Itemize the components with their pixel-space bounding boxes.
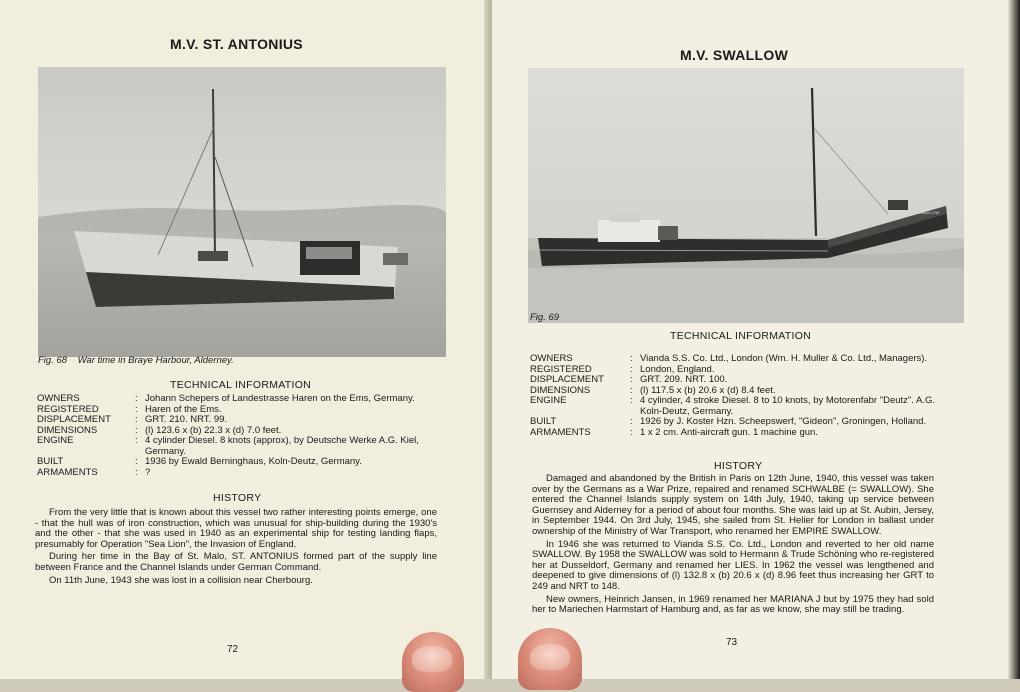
finger-right <box>518 628 582 690</box>
spec-value: 1 x 2 cm. Anti-aircraft gun. 1 machine gun. <box>640 426 818 438</box>
spec-label: DIMENSIONS <box>37 424 98 436</box>
figure-caption <box>38 355 234 366</box>
ship-photo-swallow <box>528 68 964 323</box>
left-page <box>0 0 488 679</box>
spec-label: ENGINE <box>37 435 74 446</box>
ship-image <box>528 68 964 323</box>
spec-value: 1936 by Ewald Berninghaus, Koln-Deutz, Germany. <box>145 456 362 467</box>
spec-label: DISPLACEMENT <box>530 374 604 385</box>
spec-row: DIMENSIONS : (l) 123.6 x (b) 22.3 x (d) 7.0 feet. <box>37 426 437 437</box>
caption-figure-number: Fig. 68 <box>38 355 68 366</box>
spec-table <box>530 354 940 438</box>
spec-row: REGISTERED : London, England. <box>530 365 940 376</box>
history-heading: HISTORY <box>213 492 262 504</box>
spec-label: OWNERS <box>37 393 80 404</box>
fingernail <box>412 646 452 672</box>
history-heading: HISTORY <box>714 460 763 472</box>
spec-row: OWNERS : Vianda S.S. Co. Ltd., London (Wm. H. Muller & Co. Ltd., Managers). <box>530 354 940 365</box>
finger-left <box>402 632 464 692</box>
page-number: 72 <box>227 644 239 655</box>
spec-row: DIMENSIONS : (l) 117.5 x (b) 20.6 x (d) 8.4 feet. <box>530 386 940 397</box>
hull-name-text: SWALLOW <box>919 210 940 215</box>
fingernail <box>530 644 570 670</box>
right-page <box>492 0 1012 679</box>
page-title: M.V. SWALLOW <box>680 47 789 63</box>
spec-label: DISPLACEMENT <box>37 414 111 425</box>
page-number: 73 <box>726 637 738 648</box>
spec-row: ENGINE : 4 cylinder, 4 stroke Diesel. 8 to 10 knots, by Motorenfabr "Deutz". A.G. Koln-Deutz, Germany. <box>530 396 940 417</box>
spec-table <box>37 394 437 478</box>
spec-value: Haren of the Ems. <box>145 403 222 415</box>
spec-value: GRT. 210. NRT. 99. <box>145 414 228 425</box>
page-title: M.V. ST. ANTONIUS <box>170 36 303 52</box>
spec-label: ARMAMENTS <box>530 426 591 438</box>
history-text <box>35 508 437 588</box>
spec-label: REGISTERED <box>530 363 592 375</box>
spec-label: ARMAMENTS <box>37 466 98 478</box>
figure-caption: Fig. 69 <box>530 312 560 323</box>
spec-row: BUILT : 1936 by Ewald Berninghaus, Koln-Deutz, Germany. <box>37 457 437 468</box>
history-paragraph: On 11th June, 1943 she was lost in a collision near Cherbourg. <box>49 574 313 586</box>
spec-value: (l) 117.5 x (b) 20.6 x (d) 8.4 feet. <box>640 384 776 396</box>
spec-label: BUILT <box>37 456 64 467</box>
spec-value: Johann Schepers of Landestrasse Haren on the Ems, Germany. <box>145 393 415 404</box>
spec-label: DIMENSIONS <box>530 384 591 396</box>
history-paragraph: New owners, Heinrich Jansen, in 1969 renamed her MARIANA J but by 1975 they had sold her to Mariechen Harmstart of Hamburg and, as far as we know, she may still be trading. <box>532 593 934 616</box>
spec-row: DISPLACEMENT : GRT. 210. NRT. 99. <box>37 415 437 426</box>
spec-value: Vianda S.S. Co. Ltd., London (Wm. H. Muller & Co. Ltd., Managers). <box>640 353 928 364</box>
spec-row: ENGINE : 4 cylinder Diesel. 8 knots (approx), by Deutsche Werke A.G. Kiel, Germany. <box>37 436 437 457</box>
spec-row: ARMAMENTS : ? <box>37 468 437 479</box>
spec-row: ARMAMENTS : 1 x 2 cm. Anti-aircraft gun. 1 machine gun. <box>530 428 940 439</box>
ship-image <box>38 67 446 357</box>
spec-value: 4 cylinder Diesel. 8 knots (approx), by Deutsche Werke A.G. Kiel, Germany. <box>145 435 419 457</box>
spec-value: London, England. <box>640 363 715 375</box>
spec-label: REGISTERED <box>37 403 99 415</box>
caption-text: War time in Braye Harbour, Alderney. <box>77 355 234 366</box>
technical-information-heading: TECHNICAL INFORMATION <box>170 379 312 391</box>
history-text <box>532 474 934 618</box>
spec-row: BUILT : 1926 by J. Koster Hzn. Scheepswerf, "Gideon", Groningen, Holland. <box>530 417 940 428</box>
spec-value: 1926 by J. Koster Hzn. Scheepswerf, "Gideon", Groningen, Holland. <box>640 416 927 427</box>
book-edge <box>1008 0 1020 679</box>
history-paragraph: Damaged and abandoned by the British in Paris on 12th June, 1940, this vessel was taken over by the Germans as a War Prize, repaired and renamed SCHWALBE (= SWALLOW). She entered the Channel Islands supply system on 14th July, 1940, taking up service between Guernsey and Alderney for a period of about four months. She was laid up at St. Aubin, Jersey, in September 1944. On 3rd July, 1945, she sailed from St. Helier for London in ballast under ownership of the Ministry of War Transport, who renamed her EMPIRE SWALLOW. <box>532 473 934 537</box>
spec-value: ? <box>145 466 151 478</box>
history-paragraph: During her time in the Bay of St. Malo, ST. ANTONIUS formed part of the supply line between France and the Channel Islands under German Command. <box>35 551 437 573</box>
spec-row: DISPLACEMENT : GRT. 209. NRT. 100. <box>530 375 940 386</box>
spec-value: 4 cylinder, 4 stroke Diesel. 8 to 10 knots, by Motorenfabr "Deutz". A.G. Koln-Deutz, Germany. <box>640 395 936 417</box>
history-paragraph: From the very little that is known about this vessel two rather interesting points emerge, one - that the hull was of iron construction, which was unusual for ship-building during the 1930's and the other - that she was used in 1940 as an experimental ship for testing landing flaps, presumably for Operation "Sea Lion", the Invasion of England. <box>35 507 437 550</box>
technical-information-heading: TECHNICAL INFORMATION <box>670 330 812 342</box>
spec-value: (l) 123.6 x (b) 22.3 x (d) 7.0 feet. <box>145 424 282 436</box>
history-paragraph: In 1946 she was returned to Vianda S.S. Co. Ltd., London and reverted to her old name SWALLOW. By 1958 the SWALLOW was sold to Hermann & Trude Schöning who re-registered her at Dusseldorf, Germany and renamed her LIES. In 1962 the vessel was lengthened and deepened to give dimensions of (l) 132.8 x (b) 20.6 x (d) 8.96 feet thus increasing her GRT to 249 and NRT to 148. <box>532 538 934 592</box>
spec-row: REGISTERED : Haren of the Ems. <box>37 405 437 416</box>
spec-label: OWNERS <box>530 353 573 364</box>
spec-value: GRT. 209. NRT. 100. <box>640 374 728 385</box>
spec-label: BUILT <box>530 416 557 427</box>
spec-row: OWNERS : Johann Schepers of Landestrasse Haren on the Ems, Germany. <box>37 394 437 405</box>
ship-photo-st-antonius <box>38 67 446 357</box>
spec-label: ENGINE <box>530 395 567 406</box>
